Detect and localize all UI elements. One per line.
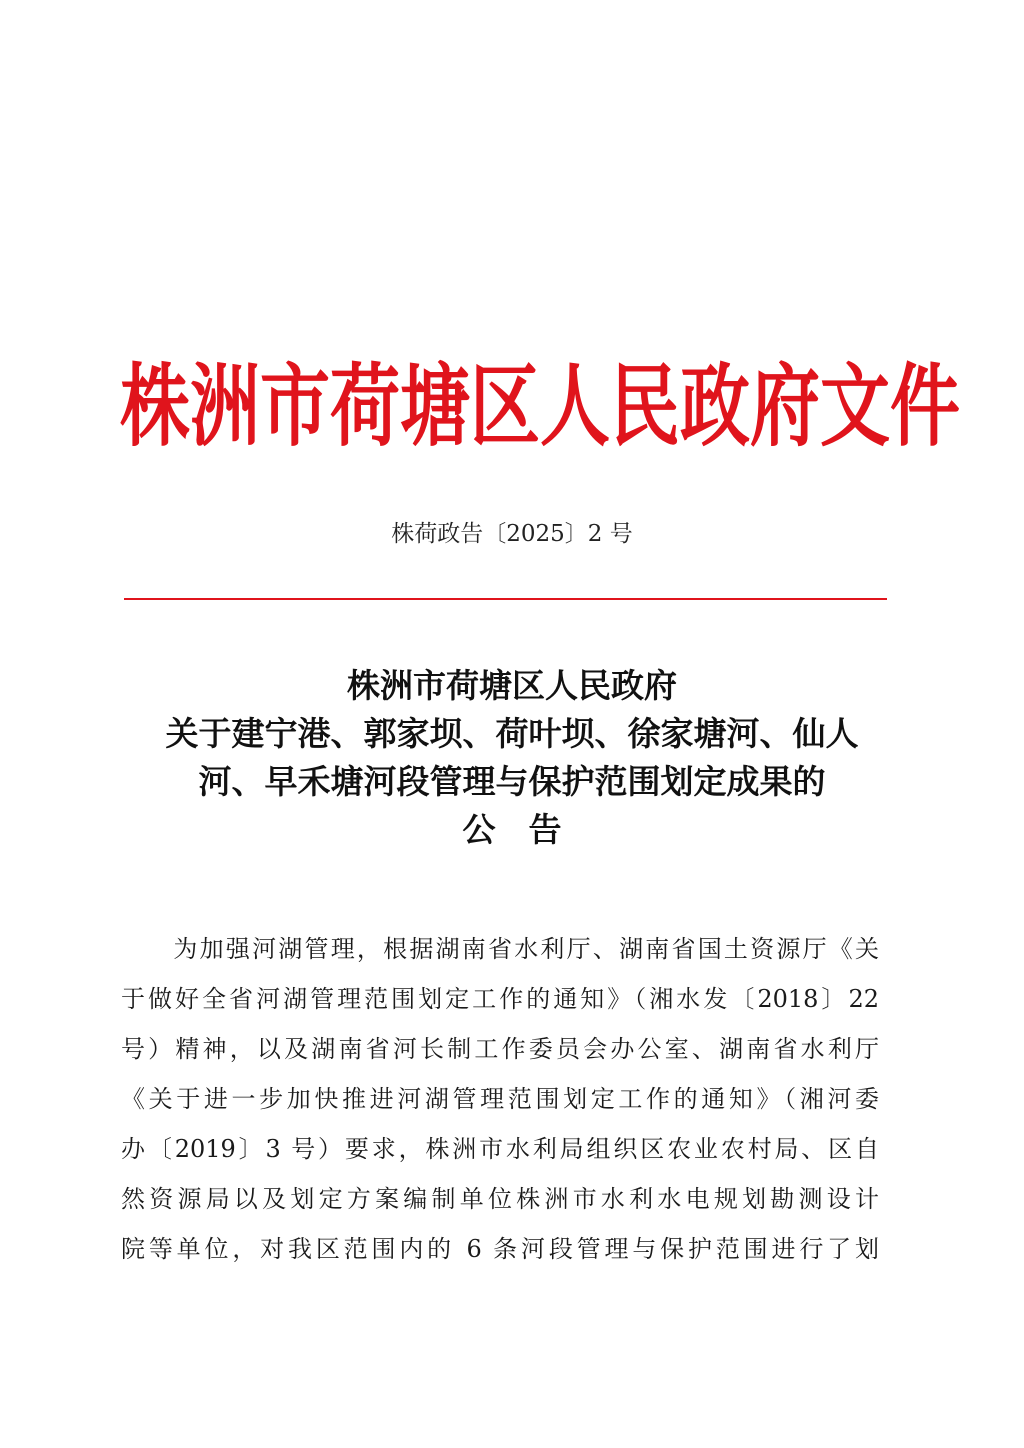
body-line: 于做好全省河湖管理范围划定工作的通知》（湘水发〔2018〕22 bbox=[121, 985, 879, 1013]
document-title bbox=[110, 662, 914, 854]
title-line: 关于建宁港、郭家坝、荷叶坝、徐家塘河、仙人 bbox=[165, 714, 859, 753]
title-line: 株洲市荷塘区人民政府 bbox=[347, 666, 677, 705]
title-line: 河、早禾塘河段管理与保护范围划定成果的 bbox=[198, 762, 826, 801]
body-line: 办〔2019〕3 号）要求，株洲市水利局组织区农业农村局、区自 bbox=[121, 1135, 879, 1163]
document-number: 株荷政告〔2025〕2 号 bbox=[391, 521, 633, 547]
issuer-header: 株洲市荷塘区人民政府文件 bbox=[120, 353, 960, 460]
body-line: 《关于进一步加快推进河湖管理范围划定工作的通知》（湘河委 bbox=[121, 1085, 879, 1113]
body-line: 院等单位，对我区范围内的 6 条河段管理与保护范围进行了划 bbox=[121, 1235, 879, 1263]
body-paragraph bbox=[121, 924, 879, 1274]
body-line: 然资源局以及划定方案编制单位株洲市水利水电规划勘测设计 bbox=[121, 1185, 879, 1213]
body-line: 为加强河湖管理，根据湖南省水利厅、湖南省国土资源厅《关 bbox=[121, 935, 879, 963]
red-divider-line bbox=[124, 598, 887, 600]
title-line: 公 告 bbox=[462, 810, 562, 849]
body-line: 号）精神，以及湖南省河长制工作委员会办公室、湖南省水利厅 bbox=[121, 1035, 879, 1063]
